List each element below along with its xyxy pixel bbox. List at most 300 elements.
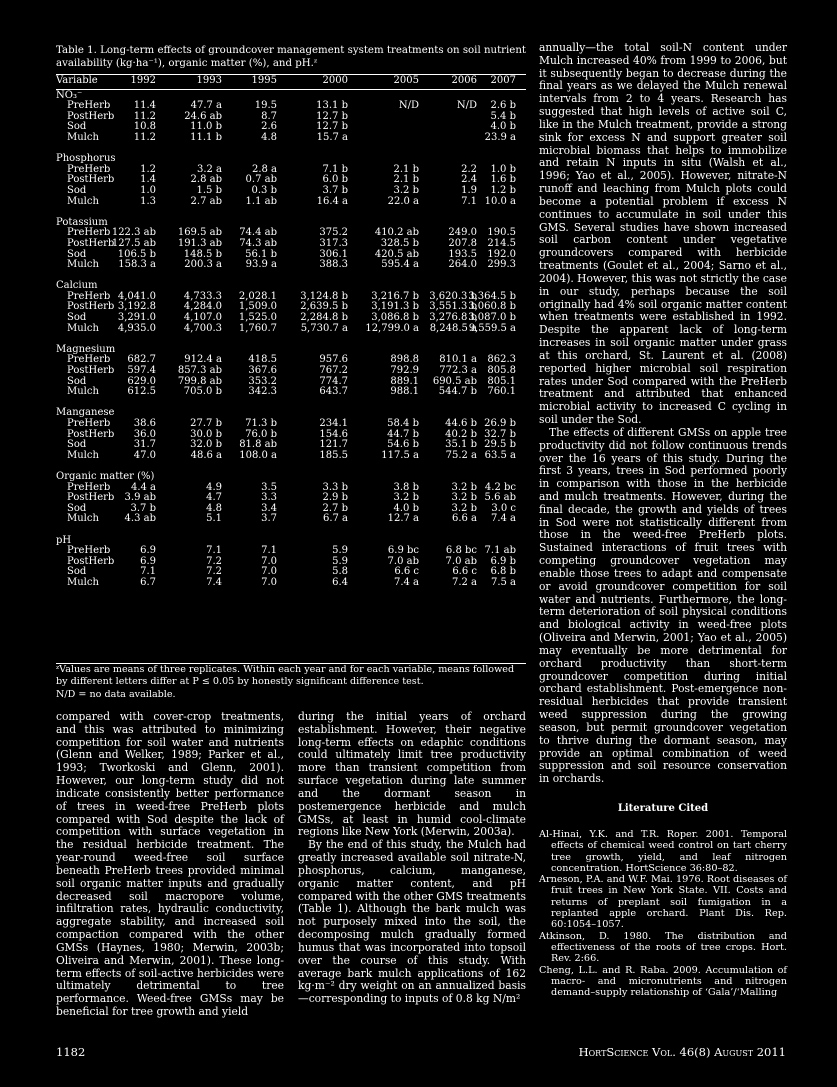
table-row: [56, 101, 526, 112]
table-cell: 54.6 b: [387, 439, 419, 451]
table-cell: 6.8 bc: [445, 545, 477, 557]
table-cell: 44.7 b: [387, 428, 419, 440]
table-cell: 3,551.3 b: [429, 301, 477, 313]
page-number: 1182: [56, 1045, 86, 1059]
table-cell: 4,107.0: [183, 312, 222, 324]
table-cell: 799.8 ab: [177, 375, 222, 387]
table-row: [56, 419, 526, 430]
table-cell: 0.7 ab: [245, 174, 277, 186]
table-cell: 5,730.7 a: [300, 322, 348, 334]
table-cell: 772.3 a: [439, 365, 477, 377]
table-cell: 4.4 a: [130, 481, 156, 493]
table-cell: 988.1: [390, 386, 419, 398]
table-row: [56, 165, 526, 176]
row-label: Sod: [67, 184, 87, 196]
row-label: Sod: [67, 121, 87, 133]
table-cell: 48.6 a: [190, 449, 222, 461]
table-caption: Table 1. Long-term effects of groundcover management system treatments on soil nutrient availability (kg·ha⁻¹), organic matter (%), and pH.ᶻ: [56, 45, 526, 69]
group-gap: [56, 525, 526, 536]
table-cell: 3,086.8 b: [371, 312, 419, 324]
table-cell: N/D: [398, 100, 419, 112]
table-cell: 5.6 ab: [484, 492, 516, 504]
table-cell: 7.1: [461, 195, 477, 207]
table-cell: 207.8: [448, 237, 477, 249]
table-cell: 418.5: [248, 354, 277, 366]
table-cell: 3,124.8 b: [300, 290, 348, 302]
table-cell: 192.0: [487, 248, 516, 260]
footnote-significance: ᶻValues are means of three replicates. Within each year and for each variable, means followed by different letters differ at P ≤ 0.05 by honestly significant difference test.: [56, 664, 515, 688]
table-cell: 30.0 b: [190, 428, 222, 440]
table-cell: 74.4 ab: [239, 227, 277, 239]
reference-item: Al-Hinai, Y.K. and T.R. Roper. 2001. Temporal effects of chemical weed control on tart cherry tree growth, yield, and leaf nitrogen concentration. HortScience 36:80–82.: [539, 829, 787, 874]
table-cell: 1,525.0: [238, 312, 277, 324]
table-footnotes: [56, 664, 526, 701]
table-cell: 12.7 a: [387, 513, 419, 525]
table-cell: 2.2: [461, 163, 477, 175]
table-cell: 7.1: [140, 566, 156, 578]
group-label: Phosphorus: [56, 153, 116, 165]
table-cell: 2.9 b: [322, 492, 348, 504]
table-cell: 3,620.3 b: [429, 290, 477, 302]
table-cell: 7.2: [206, 566, 222, 578]
row-label: PreHerb: [67, 481, 111, 493]
table-cell: 299.3: [487, 259, 516, 271]
reference-item: Cheng, L.L. and R. Raba. 2009. Accumulation of macro- and micronutrients and nitrogen demand–supply relationship of ‘Gala’/‘Malling: [539, 964, 787, 999]
table-cell: 3.2 b: [393, 184, 419, 196]
table-cell: 342.3: [248, 386, 277, 398]
row-label: Sod: [67, 375, 87, 387]
table-cell: 3.0 c: [491, 502, 516, 514]
table-cell: 29.5 b: [484, 439, 516, 451]
table-cell: 862.3: [487, 354, 516, 366]
table-cell: 4.7: [206, 492, 222, 504]
group-row: [56, 472, 526, 483]
literature-cited-heading: Literature Cited: [617, 803, 709, 814]
table-cell: 7.2 a: [451, 576, 477, 588]
row-label: Mulch: [67, 513, 99, 525]
table-cell: 6.9: [140, 555, 156, 567]
table-cell: 7.4: [206, 576, 222, 588]
table-cell: 1.9: [461, 184, 477, 196]
table-cell: 5.4 b: [490, 110, 516, 122]
row-label: Sod: [67, 566, 87, 578]
table-cell: 2.7 ab: [190, 195, 222, 207]
table-cell: 7.2: [206, 555, 222, 567]
row-label: Sod: [67, 312, 87, 324]
table-cell: 2.6 b: [490, 100, 516, 112]
table-cell: 19.5: [254, 100, 277, 112]
table-cell: 3.4: [261, 502, 277, 514]
table-cell: 32.0 b: [190, 439, 222, 451]
table-cell: 35.1 b: [445, 439, 477, 451]
row-label: PreHerb: [67, 418, 111, 429]
table-cell: 3.7 b: [322, 184, 348, 196]
table-cell: 81.8 ab: [239, 439, 277, 451]
table-cell: 1.2 b: [490, 184, 516, 196]
table-cell: 76.0 b: [245, 428, 277, 440]
table-cell: 10.0 a: [484, 195, 516, 207]
table-cell: 410.2 ab: [374, 227, 419, 239]
table-cell: 4,733.3: [183, 290, 222, 302]
table-cell: 148.5 b: [183, 248, 222, 260]
table-row: [56, 186, 526, 197]
table-cell: 306.1: [319, 248, 348, 260]
table-cell: 1.3: [140, 195, 156, 207]
table-cell: 4.0 b: [393, 502, 419, 514]
table-cell: 4.0 b: [490, 121, 516, 133]
table-cell: 1.0 b: [490, 163, 516, 175]
table-cell: 8,248.5 a: [429, 322, 477, 334]
table-cell: 2.7 b: [322, 502, 348, 514]
table-cell: 24.6 ab: [184, 110, 222, 122]
row-label: Mulch: [67, 386, 99, 398]
table-cell: 6.6 c: [452, 566, 477, 578]
table-row: [56, 514, 526, 525]
row-label: Sod: [67, 248, 87, 260]
table-cell: 74.3 ab: [239, 237, 277, 249]
table-cell: 774.7: [319, 375, 348, 387]
table-cell: 27.7 b: [190, 418, 222, 429]
data-table: [56, 76, 526, 589]
group-row: [56, 154, 526, 165]
reference-item: Arneson, P.A. and W.F. Mai. 1976. Root diseases of fruit trees in New York State. VII. Costs and returns of preplant soil fumigation in a replanted apple orchard. Plant Dis. Rep. 60:1054–1057.: [539, 874, 787, 931]
column-1: [56, 711, 284, 1019]
table-cell: 15.7 a: [316, 131, 348, 143]
table-cell: 1.0: [140, 184, 156, 196]
group-label: pH: [56, 534, 72, 546]
table-cell: 7.0: [261, 566, 277, 578]
table-cell: 3.2 b: [451, 492, 477, 504]
paragraph: compared with cover-crop treatments, and this was attributed to minimizing competition for soil water and nutrients (Glenn and Welker, 1989; Parker et al., 1993; Tworkoski and Glenn, 2001). However, our long-term study did not indicate consistently better performance of trees in weed-free PreHerb plots compared with Sod despite the lack of competition with surface vegetation in the residual herbicide treatment. The year-round weed-free soil surface beneath PreHerb trees provided minimal soil organic matter inputs and gradually decreased soil macropore volume, infiltration rates, hydraulic conductivity, aggregate stability, and increased soil compaction compared with the other GMSs (Haynes, 1980; Merwin, 2003b; Oliveira and Merwin, 2001). These long-term effects of soil-active herbicides were ultimately detrimental to tree performance. Weed-free GMSs may be beneficial for tree growth and yield: [56, 710, 284, 1019]
table-cell: 22.0 a: [387, 195, 419, 207]
row-label: PreHerb: [67, 354, 111, 366]
table-cell: 121.7: [319, 439, 348, 451]
table-cell: 767.2: [319, 365, 348, 377]
table-cell: 328.5 b: [380, 237, 419, 249]
column-2: [298, 711, 526, 1006]
table-cell: 158.3 a: [118, 259, 156, 271]
table-cell: 58.4 b: [387, 418, 419, 429]
table-cell: 12.7 b: [316, 110, 348, 122]
table-cell: 1.5 b: [196, 184, 222, 196]
table-cell: 264.0: [448, 259, 477, 271]
column-header: Variable: [56, 75, 98, 86]
table-cell: 2.1 b: [393, 174, 419, 186]
table-cell: 3,364.5 b: [468, 290, 516, 302]
table-cell: 32.7 b: [484, 428, 516, 440]
table-cell: 185.5: [319, 449, 348, 461]
table-cell: 23.9 a: [484, 131, 516, 143]
table-cell: 127.5 ab: [111, 237, 156, 249]
paragraph: By the end of this study, the Mulch had greatly increased available soil nitrate-N, phosphorus, calcium, manganese, organic matter content, and pH compared with the other GMS treatments (Table 1). Although the bark mulch was not purposely mixed into the soil, the decomposing mulch gradually formed humus that was incorporated into topsoil over the course of this study. With average bark mulch applications of 162 kg·m⁻² dry weight on an annualized basis—corresponding to inputs of 0.8 kg N/m²: [298, 838, 526, 1006]
table-cell: 93.9 a: [245, 259, 277, 271]
table-cell: 7.0: [261, 555, 277, 567]
table-cell: 191.3 ab: [177, 237, 222, 249]
table-cell: 7.4 a: [393, 576, 419, 588]
table-cell: 690.5 ab: [432, 375, 477, 387]
table-cell: 4.8: [261, 131, 277, 143]
table-cell: 612.5: [127, 386, 156, 398]
table-row: [56, 197, 526, 208]
column-header: 2006: [451, 75, 477, 86]
group-gap: [56, 271, 526, 282]
table-cell: 40.2 b: [445, 428, 477, 440]
group-gap: [56, 207, 526, 218]
table-cell: 889.1: [390, 375, 419, 387]
table-cell: 9,559.5 a: [468, 322, 516, 334]
column-header: 2007: [490, 75, 516, 86]
table-cell: 3,060.8 b: [468, 301, 516, 313]
table-cell: 56.1 b: [245, 248, 277, 260]
table-cell: 3.2 a: [196, 163, 222, 175]
table-cell: 117.5 a: [381, 449, 419, 461]
table-cell: 7.0: [261, 576, 277, 588]
group-row: [56, 91, 526, 102]
table-cell: 31.7: [133, 439, 156, 451]
table-cell: 3,216.7 b: [371, 290, 419, 302]
table-cell: 705.0 b: [183, 386, 222, 398]
table-cell: 4,284.0: [183, 301, 222, 313]
group-gap: [56, 334, 526, 345]
row-label: Mulch: [67, 449, 99, 461]
table-cell: 234.1: [319, 418, 348, 429]
row-label: PostHerb: [67, 110, 115, 122]
table-cell: 805.8: [487, 365, 516, 377]
table-cell: 10.8: [133, 121, 156, 133]
table-cell: 7.5 a: [490, 576, 516, 588]
table-cell: 1.2: [140, 163, 156, 175]
table-cell: 3.2 b: [451, 502, 477, 514]
table-cell: 71.3 b: [245, 418, 277, 429]
row-label: PreHerb: [67, 290, 111, 302]
table-cell: 1,760.7: [238, 322, 277, 334]
table-cell: 3.2 b: [451, 481, 477, 493]
row-label: PreHerb: [67, 227, 111, 239]
table-cell: 3,191.3 b: [371, 301, 419, 313]
row-label: Sod: [67, 439, 87, 451]
table-row: [56, 578, 526, 589]
table-cell: 26.9 b: [484, 418, 516, 429]
table-cell: 420.5 ab: [374, 248, 419, 260]
table-cell: 11.2: [133, 131, 156, 143]
table-cell: 544.7 b: [438, 386, 477, 398]
table-cell: 0.3 b: [251, 184, 277, 196]
table-cell: 5.8: [332, 566, 348, 578]
row-label: Mulch: [67, 131, 99, 143]
table-cell: 11.0 b: [190, 121, 222, 133]
table-cell: 6.7: [140, 576, 156, 588]
table-cell: 643.7: [319, 386, 348, 398]
table-cell: 857.3 ab: [177, 365, 222, 377]
table-cell: 1.1 ab: [245, 195, 277, 207]
table-cell: 4.8: [206, 502, 222, 514]
references: [539, 829, 787, 998]
table-cell: N/D: [456, 100, 477, 112]
table-cell: 190.5: [487, 227, 516, 239]
table-cell: 63.5 a: [484, 449, 516, 461]
table-cell: 3.9 ab: [124, 492, 156, 504]
row-label: Mulch: [67, 576, 99, 588]
table-cell: 957.6: [319, 354, 348, 366]
table-cell: 4.3 ab: [124, 513, 156, 525]
table-cell: 4.9: [206, 481, 222, 493]
table-row: [56, 387, 526, 398]
table-cell: 11.2: [133, 110, 156, 122]
table-cell: 912.4 a: [184, 354, 222, 366]
paragraph: during the initial years of orchard establishment. However, their negative long-term effects on edaphic conditions could ultimately limit tree productivity more than transient competition from surface vegetation during late summer and the dormant season in postemergence herbicide and mulch GMSs, at least in humid cool-climate regions like New York (Merwin, 2003a).: [298, 710, 526, 839]
table-cell: 16.4 a: [316, 195, 348, 207]
table-row: [56, 122, 526, 133]
table-cell: 388.3: [319, 259, 348, 271]
table-cell: 11.1 b: [190, 131, 222, 143]
table-cell: 367.6: [248, 365, 277, 377]
column-header: 1993: [196, 75, 222, 86]
table-row: [56, 239, 526, 250]
table-row: [56, 451, 526, 462]
table-cell: 2.6: [261, 121, 277, 133]
table-cell: 3,291.0: [117, 312, 156, 324]
table-cell: 2.8 ab: [190, 174, 222, 186]
table-cell: 7.0 ab: [445, 555, 477, 567]
table-row: [56, 175, 526, 186]
table-cell: 805.1: [487, 375, 516, 387]
table-cell: 7.0 ab: [387, 555, 419, 567]
table-row: [56, 112, 526, 123]
row-label: PostHerb: [67, 237, 115, 249]
table-cell: 353.2: [248, 375, 277, 387]
table-cell: 4.2 bc: [484, 481, 516, 493]
table-cell: 2,639.5 b: [300, 301, 348, 313]
table-cell: 4,041.0: [117, 290, 156, 302]
table-cell: 3.2 b: [393, 492, 419, 504]
table-cell: 3.7 b: [130, 502, 156, 514]
table-cell: 2,028.1: [238, 290, 277, 302]
table-cell: 1.4: [140, 174, 156, 186]
table-cell: 2.4: [461, 174, 477, 186]
row-label: PreHerb: [67, 545, 111, 557]
paragraph: annually—the total soil-N content under Mulch increased 40% from 1999 to 2006, but it subsequently began to decrease during the final years as we delayed the Mulch renewal intervals from 2 to 4 years. Research has suggested that high levels of active soil C, like in the Mulch treatment, provide a strong sink for excess N and support greater soil microbial biomass that helps to immobilize and retain N inputs in situ (Walsh et al., 1996; Yao et al., 2005). However, nitrate-N runoff and leaching from Mulch plots could become a potential problem if excess N continues to accumulate in soil under this GMS. Several studies have shown increased soil carbon content under vegetative groundcovers compared with herbicide treatments (Goulet et al., 2004; Sarno et al., 2004). However, this was not strictly the case in our study, perhaps because the soil originally had 4% soil organic matter content when treatments were established in 1992. Despite the apparent lack of long-term increases in soil organic matter under grass at this orchard, St. Laurent et al. (2008) reported higher microbial soil respiration rates under Sod compared with the PreHerb treatment and attributed that enhanced microbial activity to increased C cycling in soil under the Sod.: [539, 41, 787, 427]
table-cell: 193.5: [448, 248, 477, 260]
table-row: [56, 260, 526, 271]
table-cell: 7.1 b: [322, 163, 348, 175]
table-cell: 38.6: [133, 418, 156, 429]
table-cell: 8.7: [261, 110, 277, 122]
table-cell: 6.6 a: [451, 513, 477, 525]
table-cell: 2.1 b: [393, 163, 419, 175]
column-header: 2005: [393, 75, 419, 86]
table-cell: 169.5 ab: [177, 227, 222, 239]
table-cell: 375.2: [319, 227, 348, 239]
table-cell: 249.0: [448, 227, 477, 239]
table-cell: 3.3 b: [322, 481, 348, 493]
table-cell: 7.1: [206, 545, 222, 557]
table-cell: 3.7: [261, 513, 277, 525]
table-cell: 595.4 a: [381, 259, 419, 271]
table-cell: 44.6 b: [445, 418, 477, 429]
table-cell: 108.0 a: [239, 449, 277, 461]
table-cell: 3,087.0 b: [468, 312, 516, 324]
group-label: Organic matter (%): [56, 470, 155, 482]
table-cell: 4,935.0: [117, 322, 156, 334]
table-cell: 6.6 c: [394, 566, 419, 578]
table-cell: 13.1 b: [316, 100, 348, 112]
row-label: Mulch: [67, 195, 99, 207]
row-label: Mulch: [67, 259, 99, 271]
row-label: PostHerb: [67, 492, 115, 504]
column-3: [539, 42, 787, 786]
table-cell: 810.1 a: [439, 354, 477, 366]
footnote-nd: N/D = no data available.: [56, 688, 176, 700]
row-label: PostHerb: [67, 365, 115, 377]
column-header: 1992: [130, 75, 156, 86]
table-cell: 4,700.3: [183, 322, 222, 334]
table-cell: 47.0: [133, 449, 156, 461]
row-label: Sod: [67, 502, 87, 514]
table-cell: 898.8: [390, 354, 419, 366]
column-header: 1995: [251, 75, 277, 86]
table-cell: 6.8 b: [490, 566, 516, 578]
group-label: NO₃⁻: [56, 89, 83, 101]
table-cell: 1,509.0: [238, 301, 277, 313]
table-cell: 6.9: [140, 545, 156, 557]
table-cell: 6.9 bc: [387, 545, 419, 557]
row-label: PostHerb: [67, 428, 115, 440]
table-cell: 7.4 a: [490, 513, 516, 525]
table-cell: 12,799.0 a: [365, 322, 419, 334]
row-label: PostHerb: [67, 174, 115, 186]
table-row: [56, 324, 526, 335]
journal-footer: HortScience Vol. 46(8) August 2011: [578, 1045, 786, 1059]
table-cell: 200.3 a: [184, 259, 222, 271]
group-label: Magnesium: [56, 343, 116, 355]
table-cell: 6.4: [332, 576, 348, 588]
table-cell: 3,192.8: [117, 301, 156, 313]
row-label: Mulch: [67, 322, 99, 334]
reference-item: Atkinson, D. 1980. The distribution and effectiveness of the roots of tree crops. Hort. Rev. 2:66.: [539, 930, 787, 965]
table-cell: 2,284.8 b: [300, 312, 348, 324]
table-cell: 2.8 a: [251, 163, 277, 175]
table-cell: 3.5: [261, 481, 277, 493]
row-label: PostHerb: [67, 301, 115, 313]
table-cell: 6.0 b: [322, 174, 348, 186]
table-cell: 5.9: [332, 545, 348, 557]
table-cell: 11.4: [133, 100, 156, 112]
group-gap: [56, 398, 526, 409]
table-cell: 5.1: [206, 513, 222, 525]
table-header-row: [56, 76, 526, 87]
table-cell: 154.6: [319, 428, 348, 440]
group-gap: [56, 144, 526, 155]
table-cell: 7.1 ab: [484, 545, 516, 557]
table-cell: 3.8 b: [393, 481, 419, 493]
table-cell: 214.5: [487, 237, 516, 249]
table-cell: 1.6 b: [490, 174, 516, 186]
row-label: PreHerb: [67, 163, 111, 175]
table-row: [56, 133, 526, 144]
column-header: 2000: [322, 75, 348, 86]
table-cell: 6.7 a: [322, 513, 348, 525]
table-cell: 7.1: [261, 545, 277, 557]
table-cell: 317.3: [319, 237, 348, 249]
table-cell: 106.5 b: [117, 248, 156, 260]
paragraph: The effects of different GMSs on apple tree productivity did not follow continuous trends over the 16 years of this study. During the first 3 years, trees in Sod performed poorly in comparison with those in the herbicide and mulch treatments. However, during the final decade, the growth and yields of trees in Sod were not statistically different from those in the weed-free PreHerb plots. Sustained interactions of fruit trees with competing groundcover vegetation may enable those trees to adapt and compensate or avoid groundcover competition for soil water and nutrients. Furthermore, the long-term deterioration of soil physical conditions and biological activity in weed-free plots (Oliveira and Merwin, 2001; Yao et al., 2005) may eventually be more detrimental for orchard productivity than short-term groundcover competition during initial orchard establishment. Post-emergence non-residual herbicides that provide transient weed suppression during the growing season, but permit groundcover vegetation to thrive during the dormant season, may provide an optimal combination of weed suppression and soil resource conservation in orchards.: [539, 425, 787, 786]
row-label: PreHerb: [67, 100, 111, 112]
group-label: Calcium: [56, 280, 98, 292]
table-cell: 36.0: [133, 428, 156, 440]
table-cell: 3.3: [261, 492, 277, 504]
group-label: Manganese: [56, 407, 115, 419]
table-cell: 3,276.8 b: [429, 312, 477, 324]
